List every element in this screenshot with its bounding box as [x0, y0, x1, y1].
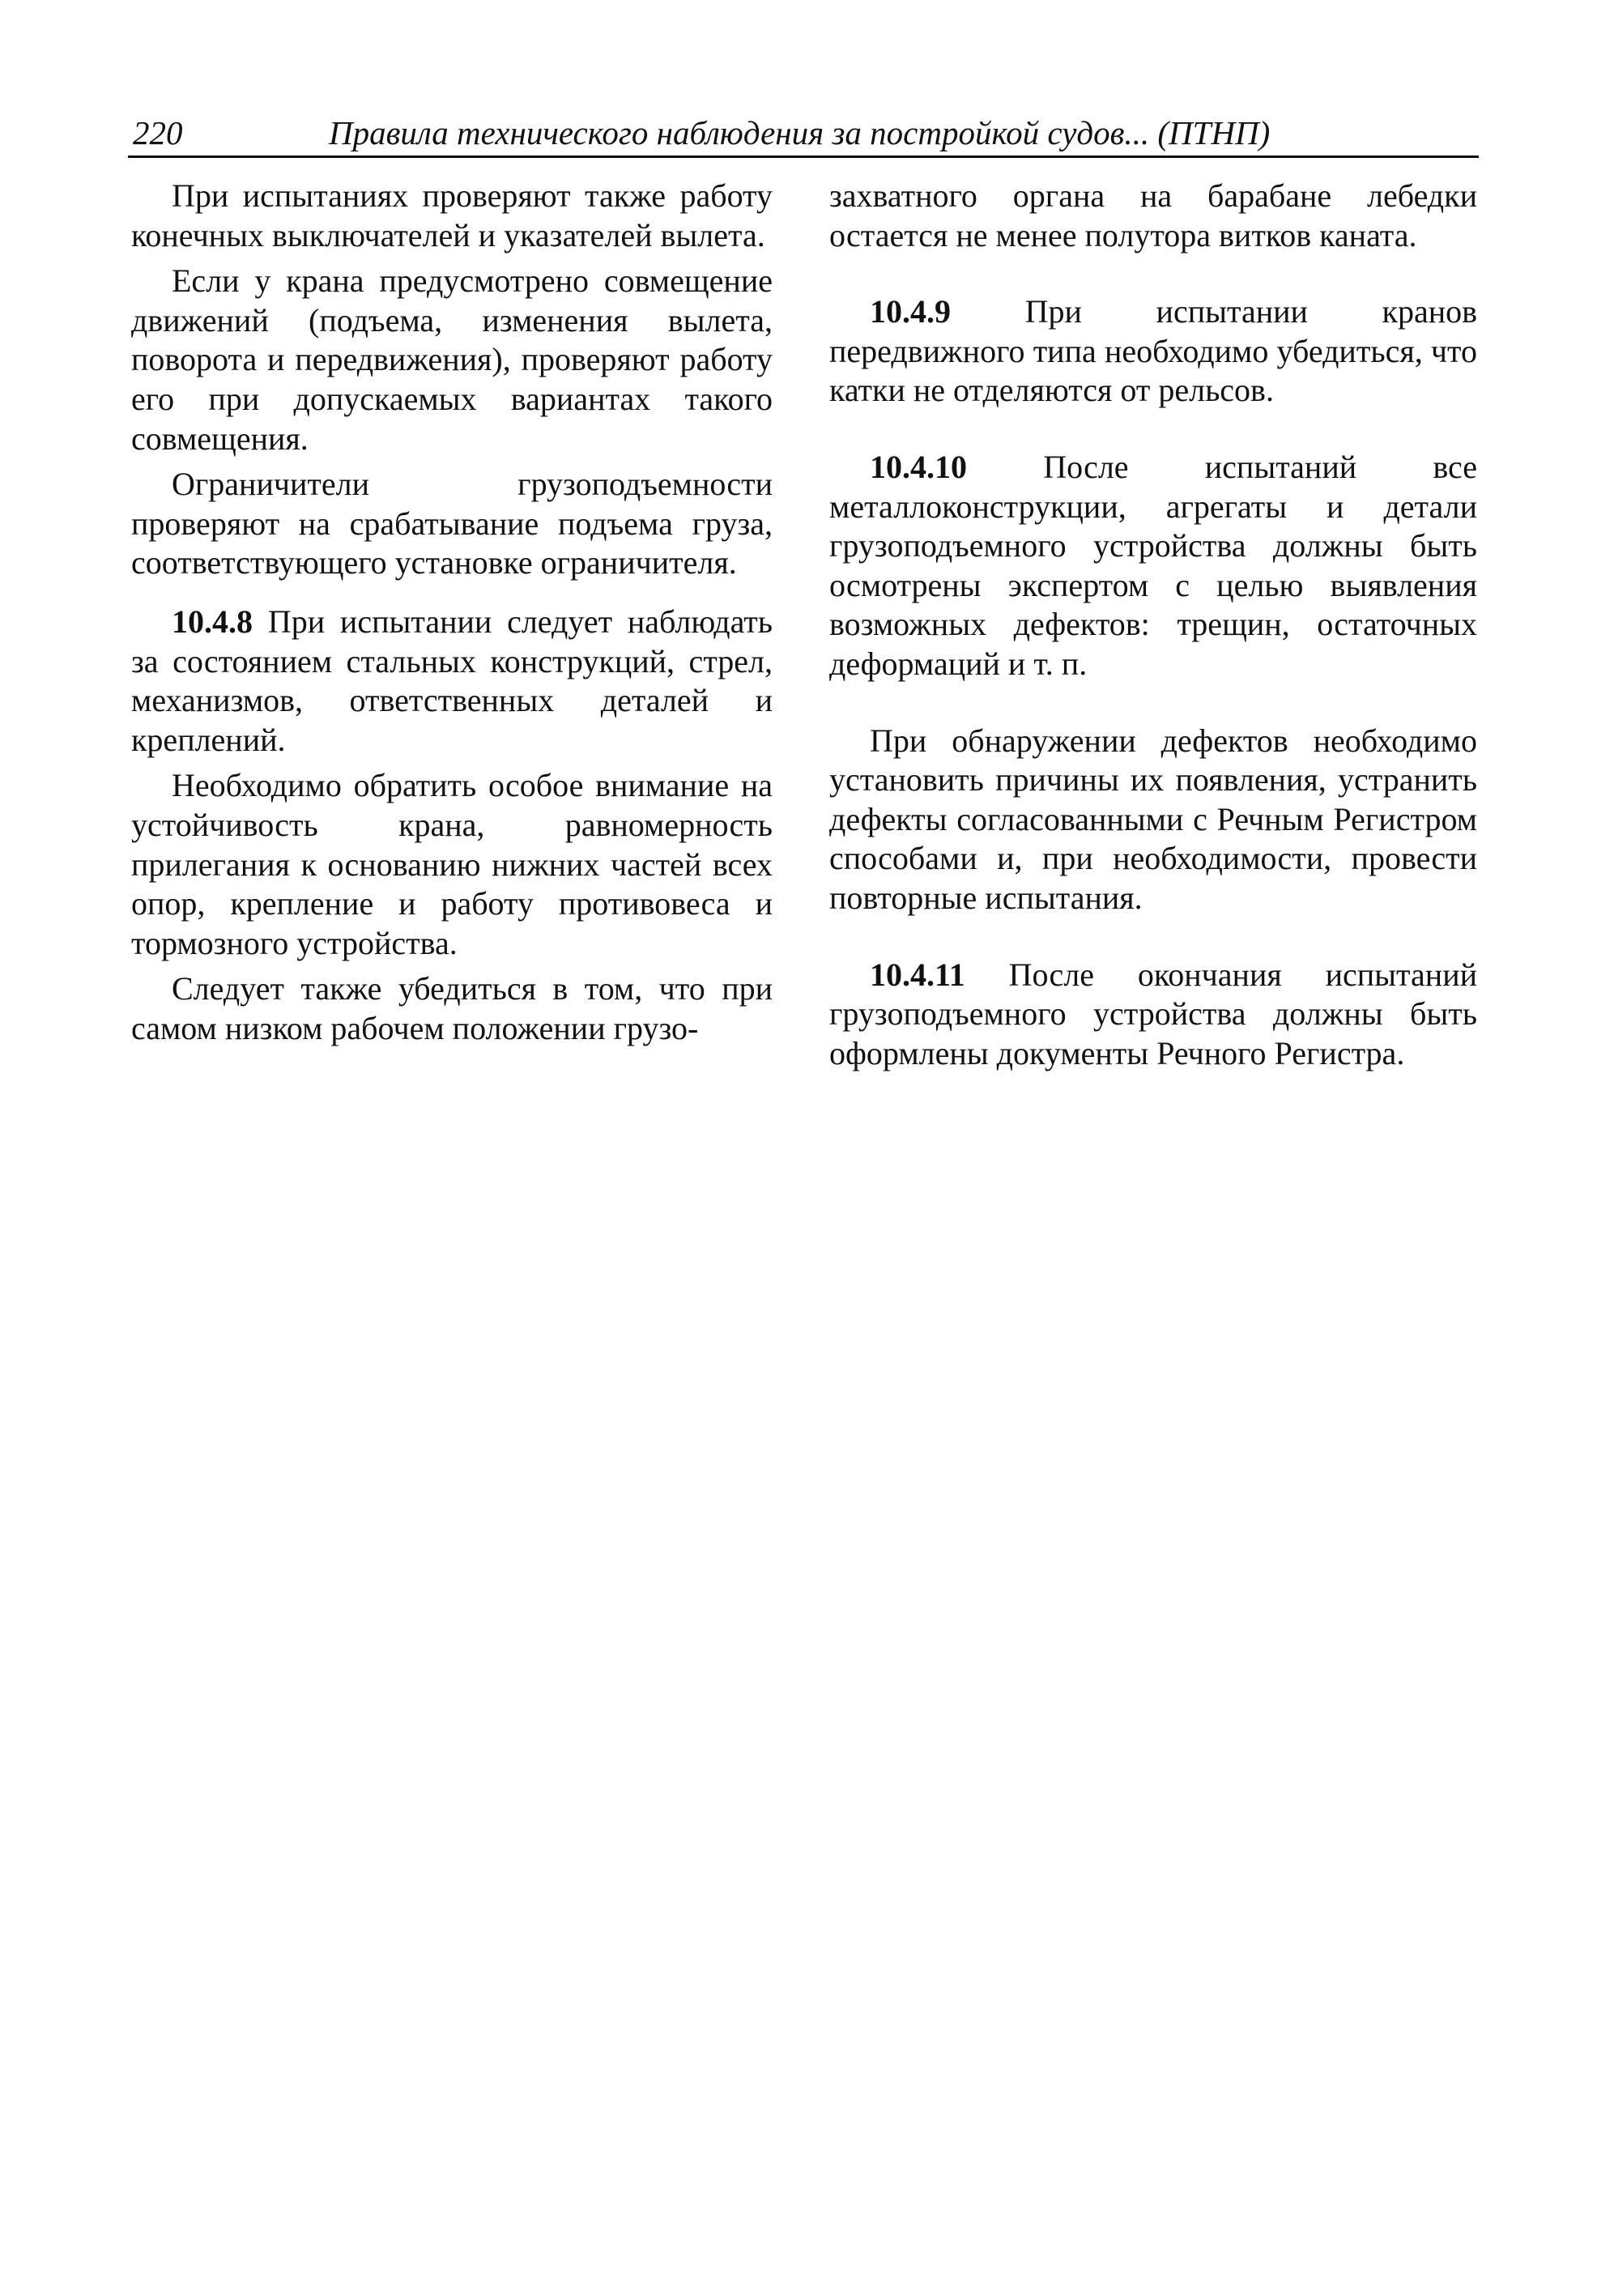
section-number: 10.4.8 — [172, 603, 253, 640]
right-column — [829, 177, 1477, 1073]
left-column — [131, 177, 773, 1048]
header-rule — [128, 155, 1479, 158]
section-text: После испытаний все металлоконструкции, агрегаты и детали грузоподъемного устройства должны быть осмотрены экспертом с целью выявления возможных дефектов: трещин, остаточных деформаций и т. п. — [829, 448, 1477, 682]
section-text: При испытании следует наблюдать за состоянием стальных конструкций, стрел, механизмов, ответственных деталей и креплений. — [131, 603, 773, 758]
section-number: 10.4.10 — [870, 448, 967, 485]
section-10-4-10 — [829, 448, 1477, 684]
paragraph-defects-found: При обнаружении дефектов необходимо установить причины их появления, устранить дефекты согласованными с Речным Регистром способами и, при необходимости, провести повторные испытания. — [829, 722, 1477, 916]
paragraph-limit-switches: При испытаниях проверяют также работу конечных выключателей и указателей вылета. — [131, 177, 773, 253]
section-10-4-9 — [829, 292, 1477, 411]
paragraph-crane-stability: Необходимо обратить особое внимание на устойчивость крана, равномерность прилегания к основанию нижних частей всех опор, крепление и работу противовеса и тормозного устройства. — [131, 767, 773, 961]
section-text: При испытании кранов передвижного типа необходимо убедиться, что катки не отделяются от рельсов. — [829, 293, 1478, 409]
running-title: Правила технического наблюдения за постройкой судов... (ПТНП) — [329, 114, 1271, 151]
page-number: 220 — [133, 114, 183, 151]
section-10-4-11 — [829, 956, 1477, 1074]
paragraph-lowest-position: Следует также убедиться в том, что при самом низком рабочем положении грузо- — [131, 970, 773, 1046]
section-text: После окончания испытаний грузоподъемного устройства должны быть оформлены документы Речного Регистра. — [829, 956, 1477, 1071]
paragraph-continuation: захватного органа на барабане лебедки остается не менее полутора витков каната. — [829, 177, 1477, 253]
section-number: 10.4.9 — [870, 293, 951, 330]
section-number: 10.4.11 — [870, 956, 965, 993]
paragraph-load-limiters: Ограничители грузоподъемности проверяют на срабатывание подъема груза, соответствующего установке ограничителя. — [131, 466, 773, 581]
running-header — [128, 112, 1479, 154]
paragraph-combined-movements: Если у крана предусмотрено совмещение движений (подъема, изменения вылета, поворота и передвижения), проверяют работу его при допускаемых вариантах такого совмещения. — [131, 262, 773, 457]
section-10-4-8 — [131, 603, 773, 760]
